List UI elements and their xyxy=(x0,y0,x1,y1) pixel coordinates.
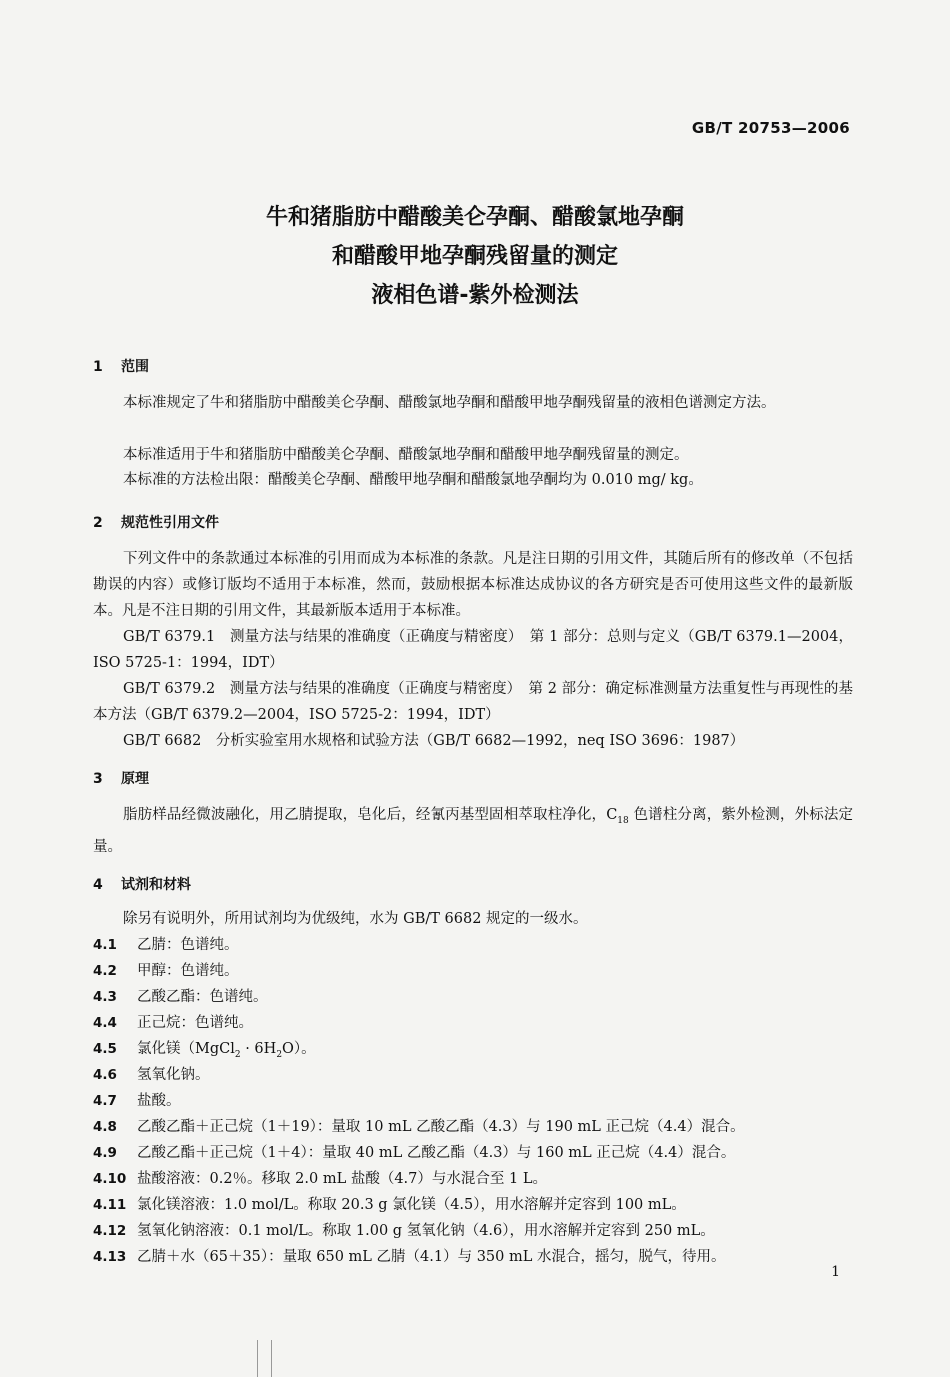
item-number: 4.5 xyxy=(93,1041,117,1057)
title-line-1: 牛和猪脂肪中醋酸美仑孕酮、醋酸氯地孕酮 xyxy=(265,205,684,230)
reference-gbt-6682: GB/T 6682 分析实验室用水规格和试验方法（GB/T 6682—1992，neq ISO 3696：1987） xyxy=(123,733,745,749)
principle-text-part-1: 脂肪样品经微波融化，用乙腈提取，皂化后，经氰丙基型固相萃取柱净化，C xyxy=(123,807,618,823)
item-number: 4.9 xyxy=(93,1145,117,1161)
section-4-heading xyxy=(93,874,191,894)
item-number: 4.10 xyxy=(93,1171,127,1187)
reference-gbt-6379-1: GB/T 6379.1 测量方法与结果的准确度（正确度与精密度） 第 1 部分：总则与定义（GB/T 6379.1—2004，ISO 5725-1：1994，IDT） xyxy=(93,629,853,671)
item-text: 氯化镁（MgCl xyxy=(137,1041,235,1057)
item-text: · 6H xyxy=(240,1041,277,1057)
title-line-2: 和醋酸甲地孕酮残留量的测定 xyxy=(331,244,618,269)
section-title: 原理 xyxy=(121,771,149,787)
item-text: 氯化镁溶液：1.0 mol/L。称取 20.3 g 氯化镁（4.5），用水溶解并定容到 100 mL。 xyxy=(137,1197,686,1213)
item-text: 氢氧化钠溶液：0.1 mol/L。称取 1.00 g 氢氧化钠（4.6），用水溶解并定容到 250 mL。 xyxy=(137,1223,715,1239)
document-title xyxy=(0,198,950,315)
item-text: 乙酸乙酯：色谱纯。 xyxy=(137,989,268,1005)
list-item xyxy=(93,984,873,1010)
item-text: 盐酸。 xyxy=(137,1093,181,1109)
section-1-paragraph-2: 本标准适用于牛和猪脂肪中醋酸美仑孕酮、醋酸氯地孕酮和醋酸甲地孕酮残留量的测定。 xyxy=(123,447,689,463)
item-number: 4.2 xyxy=(93,963,117,979)
section-title: 规范性引用文件 xyxy=(121,515,219,531)
item-text: 氢氧化钠。 xyxy=(137,1067,210,1083)
section-2-paragraph-1: 下列文件中的条款通过本标准的引用而成为本标准的条款。凡是注日期的引用文件，其随后所有的修改单（不包括勘误的内容）或修订版均不适用于本标准，然而，鼓励根据本标准达成协议的各方研究是否可使用这些文件的最新版本。凡是不注日期的引用文件，其最新版本适用于本标准。 xyxy=(93,551,853,619)
item-number: 4.8 xyxy=(93,1119,117,1135)
list-item xyxy=(93,1062,873,1088)
item-text: 盐酸溶液：0.2％。移取 2.0 mL 盐酸（4.7）与水混合至 1 L。 xyxy=(137,1171,547,1187)
section-number: 4 xyxy=(93,877,103,893)
item-number: 4.12 xyxy=(93,1223,127,1239)
item-text: 乙酸乙酯＋正己烷（1＋19）：量取 10 mL 乙酸乙酯（4.3）与 190 mL 正己烷（4.4）混合。 xyxy=(137,1119,745,1135)
item-text: 乙腈＋水（65＋35）：量取 650 mL 乙腈（4.1）与 350 mL 水混合，摇匀，脱气，待用。 xyxy=(137,1249,726,1265)
section-1-paragraph-1: 本标准规定了牛和猪脂肪中醋酸美仑孕酮、醋酸氯地孕酮和醋酸甲地孕酮残留量的液相色谱测定方法。 xyxy=(123,395,776,411)
reference-gbt-6379-2: GB/T 6379.2 测量方法与结果的准确度（正确度与精密度） 第 2 部分：确定标准测量方法重复性与再现性的基本方法（GB/T 6379.2—2004，ISO 5725-2：1994，IDT） xyxy=(93,681,853,723)
section-2-heading xyxy=(93,512,219,532)
principle-subscript: 18 xyxy=(617,815,629,826)
item-number: 4.7 xyxy=(93,1093,117,1109)
section-4-paragraph-1: 除另有说明外，所用试剂均为优级纯，水为 GB/T 6682 规定的一级水。 xyxy=(123,911,588,927)
section-number: 3 xyxy=(93,771,103,787)
section-1-paragraph-3: 本标准的方法检出限：醋酸美仑孕酮、醋酸甲地孕酮和醋酸氯地孕酮均为 0.010 mg/ kg。 xyxy=(123,472,703,488)
item-text: 正己烷：色谱纯。 xyxy=(137,1015,253,1031)
item-text: O）。 xyxy=(282,1041,316,1057)
list-item xyxy=(93,1218,873,1244)
list-item xyxy=(93,1114,873,1140)
scan-artifact-line xyxy=(271,1340,272,1377)
section-3-heading xyxy=(93,768,149,788)
item-subscript: 2 xyxy=(234,1049,241,1060)
item-number: 4.4 xyxy=(93,1015,117,1031)
standard-code: GB/T 20753—2006 xyxy=(691,119,850,137)
principle-text-part-2: 色谱柱分离，紫外检测，外标法定量。 xyxy=(93,807,853,855)
section-title: 范围 xyxy=(121,359,149,375)
section-title: 试剂和材料 xyxy=(121,877,191,893)
item-number: 4.6 xyxy=(93,1067,117,1083)
item-text: 乙腈：色谱纯。 xyxy=(137,937,239,953)
scan-artifact-line xyxy=(257,1340,258,1377)
section-number: 1 xyxy=(93,359,103,375)
list-item xyxy=(93,1088,873,1114)
list-item xyxy=(93,958,873,984)
list-item xyxy=(93,1010,873,1036)
title-line-3: 液相色谱-紫外检测法 xyxy=(371,283,579,308)
list-item xyxy=(93,1244,873,1270)
list-item xyxy=(93,1192,873,1218)
section-number: 2 xyxy=(93,515,103,531)
item-number: 4.11 xyxy=(93,1197,127,1213)
page-number: 1 xyxy=(831,1264,840,1280)
list-item xyxy=(93,1166,873,1192)
item-text: 甲醇：色谱纯。 xyxy=(137,963,239,979)
section-3-paragraph-1 xyxy=(93,802,853,860)
item-number: 4.1 xyxy=(93,937,117,953)
section-1-heading xyxy=(93,356,149,376)
item-subscript: 2 xyxy=(276,1049,283,1060)
list-item xyxy=(93,932,873,958)
list-item xyxy=(93,1140,873,1166)
item-number: 4.3 xyxy=(93,989,117,1005)
item-text: 乙酸乙酯＋正己烷（1＋4）：量取 40 mL 乙酸乙酯（4.3）与 160 mL 正己烷（4.4）混合。 xyxy=(137,1145,736,1161)
item-number: 4.13 xyxy=(93,1249,127,1265)
